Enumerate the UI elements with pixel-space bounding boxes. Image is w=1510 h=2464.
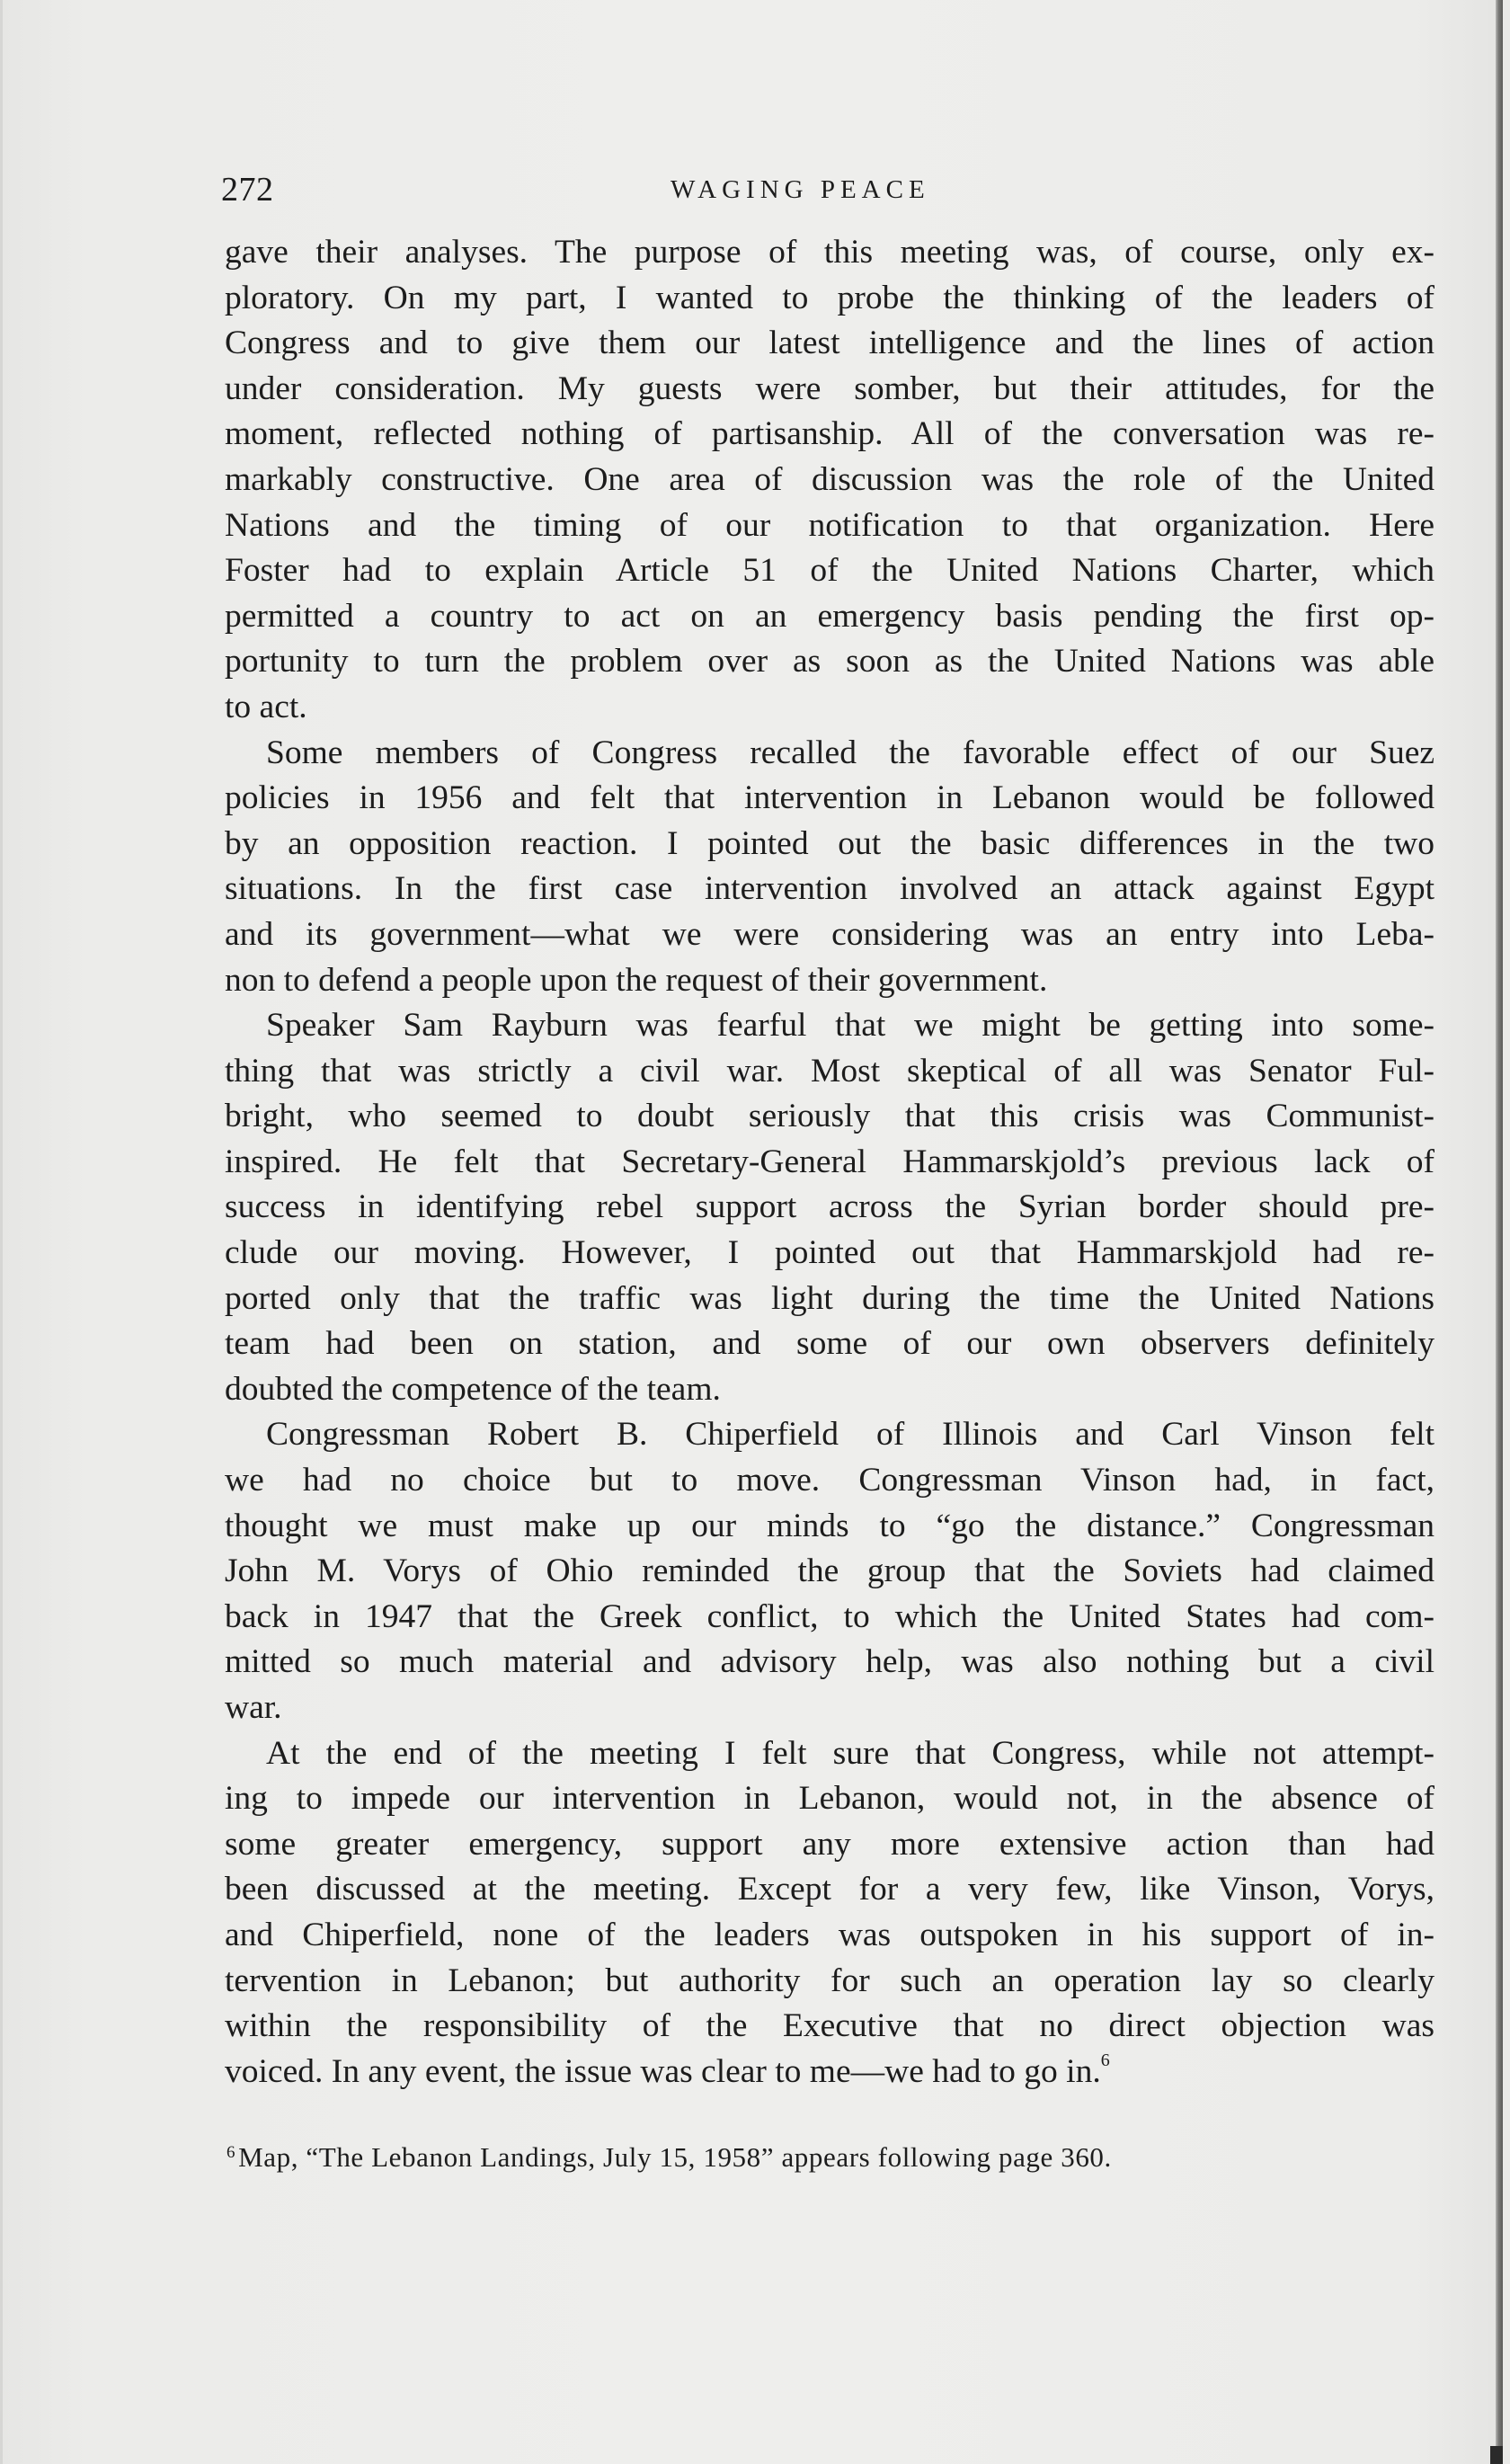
text-line: clude our moving. However, I pointed out that Hammarskjold had re-: [225, 1234, 1434, 1272]
text-line: markably constructive. One area of discussion was the role of the United: [225, 460, 1434, 498]
text-line: mitted so much material and advisory help, was also nothing but a civil: [225, 1643, 1434, 1681]
text-line: thought we must make up our minds to “go the distance.” Congressman: [225, 1507, 1434, 1544]
page-corner-shadow: [1490, 2446, 1503, 2464]
footnote-text: Map, “The Lebanon Landings, July 15, 1958” appears following page 360.: [238, 2141, 1112, 2173]
text-line: some greater emergency, support any more extensive action than had: [225, 1825, 1434, 1863]
text-line: war.: [225, 1689, 282, 1726]
text-line: ing to impede our intervention in Lebanon, would not, in the absence of: [225, 1780, 1434, 1818]
paragraph: [225, 230, 1434, 731]
text-line: within the responsibility of the Executive that no direct objection was: [225, 2007, 1434, 2045]
text-line: Congressman Robert B. Chiperfield of Illinois and Carl Vinson felt: [266, 1416, 1434, 1454]
text-line: inspired. He felt that Secretary-General Hammarskjold’s previous lack of: [225, 1143, 1434, 1180]
footnote-reference[interactable]: 6: [1100, 2050, 1110, 2070]
text-line: tervention in Lebanon; but authority for such an operation lay so clearly: [225, 1961, 1434, 1999]
text-line: non to defend a people upon the request of their government.: [225, 961, 1048, 999]
footnote-marker: 6: [226, 2143, 236, 2162]
text-line: Speaker Sam Rayburn was fearful that we might be getting into some-: [266, 1007, 1434, 1045]
text-line: At the end of the meeting I felt sure that Congress, while not attempt-: [266, 1734, 1434, 1772]
text-line: to act.: [225, 688, 307, 725]
text-line: ported only that the traffic was light during the time the United Nations: [225, 1279, 1434, 1317]
text-line: by an opposition reaction. I pointed out the basic differences in the two: [225, 824, 1434, 862]
text-line-content: voiced. In any event, the issue was clear to me—we had to go in.: [225, 2052, 1101, 2090]
page-left-edge: [0, 0, 3, 2464]
body-text: [225, 230, 1434, 2095]
text-line: permitted a country to act on an emergency basis pending the first op-: [225, 597, 1434, 635]
paragraph: [225, 1412, 1434, 1730]
text-line: thing that was strictly a civil war. Most skeptical of all was Senator Ful-: [225, 1052, 1434, 1090]
running-head: [221, 167, 1434, 212]
paragraph: [225, 1003, 1434, 1412]
text-line: under consideration. My guests were somber, but their attitudes, for the: [225, 369, 1434, 407]
running-title: WAGING PEACE: [671, 175, 930, 204]
text-line: portunity to turn the problem over as soon as the United Nations was able: [225, 643, 1434, 680]
page-number: 272: [221, 171, 274, 209]
footnote: [226, 2138, 1436, 2177]
text-line: Some members of Congress recalled the favorable effect of our Suez: [266, 734, 1434, 771]
text-line: we had no choice but to move. Congressman Vinson had, in fact,: [225, 1462, 1434, 1499]
text-line: Nations and the timing of our notification to that organization. Here: [225, 506, 1434, 544]
text-line: doubted the competence of the team.: [225, 1370, 721, 1408]
text-line: success in identifying rebel support across the Syrian border should pre-: [225, 1188, 1434, 1226]
text-line: back in 1947 that the Greek conflict, to which the United States had com-: [225, 1597, 1434, 1635]
text-line: and Chiperfield, none of the leaders was outspoken in his support of in-: [225, 1916, 1434, 1953]
text-line: moment, reflected nothing of partisanship. All of the conversation was re-: [225, 415, 1434, 453]
text-line: team had been on station, and some of our own observers definitely: [225, 1325, 1434, 1363]
text-line: been discussed at the meeting. Except for a very few, like Vinson, Vorys,: [225, 1871, 1434, 1908]
text-line: situations. In the first case intervention involved an attack against Egypt: [225, 870, 1434, 908]
text-line: Foster had to explain Article 51 of the United Nations Charter, which: [225, 552, 1434, 590]
text-line: bright, who seemed to doubt seriously that this crisis was Communist-: [225, 1098, 1434, 1135]
text-line: Congress and to give them our latest intelligence and the lines of action: [225, 325, 1434, 362]
text-line: [225, 2050, 1434, 2095]
text-line: ploratory. On my part, I wanted to probe the thinking of the leaders of: [225, 279, 1434, 316]
text-line: John M. Vorys of Ohio reminded the group that the Soviets had claimed: [225, 1552, 1434, 1590]
page-binding-edge: [1496, 0, 1503, 2464]
text-line: and its government—what we were considering was an entry into Leba-: [225, 915, 1434, 953]
text-line: gave their analyses. The purpose of this meeting was, of course, only ex-: [225, 234, 1434, 271]
paragraph: [225, 1731, 1434, 2095]
text-line: policies in 1956 and felt that intervention in Lebanon would be followed: [225, 779, 1434, 817]
paragraph: [225, 731, 1434, 1004]
